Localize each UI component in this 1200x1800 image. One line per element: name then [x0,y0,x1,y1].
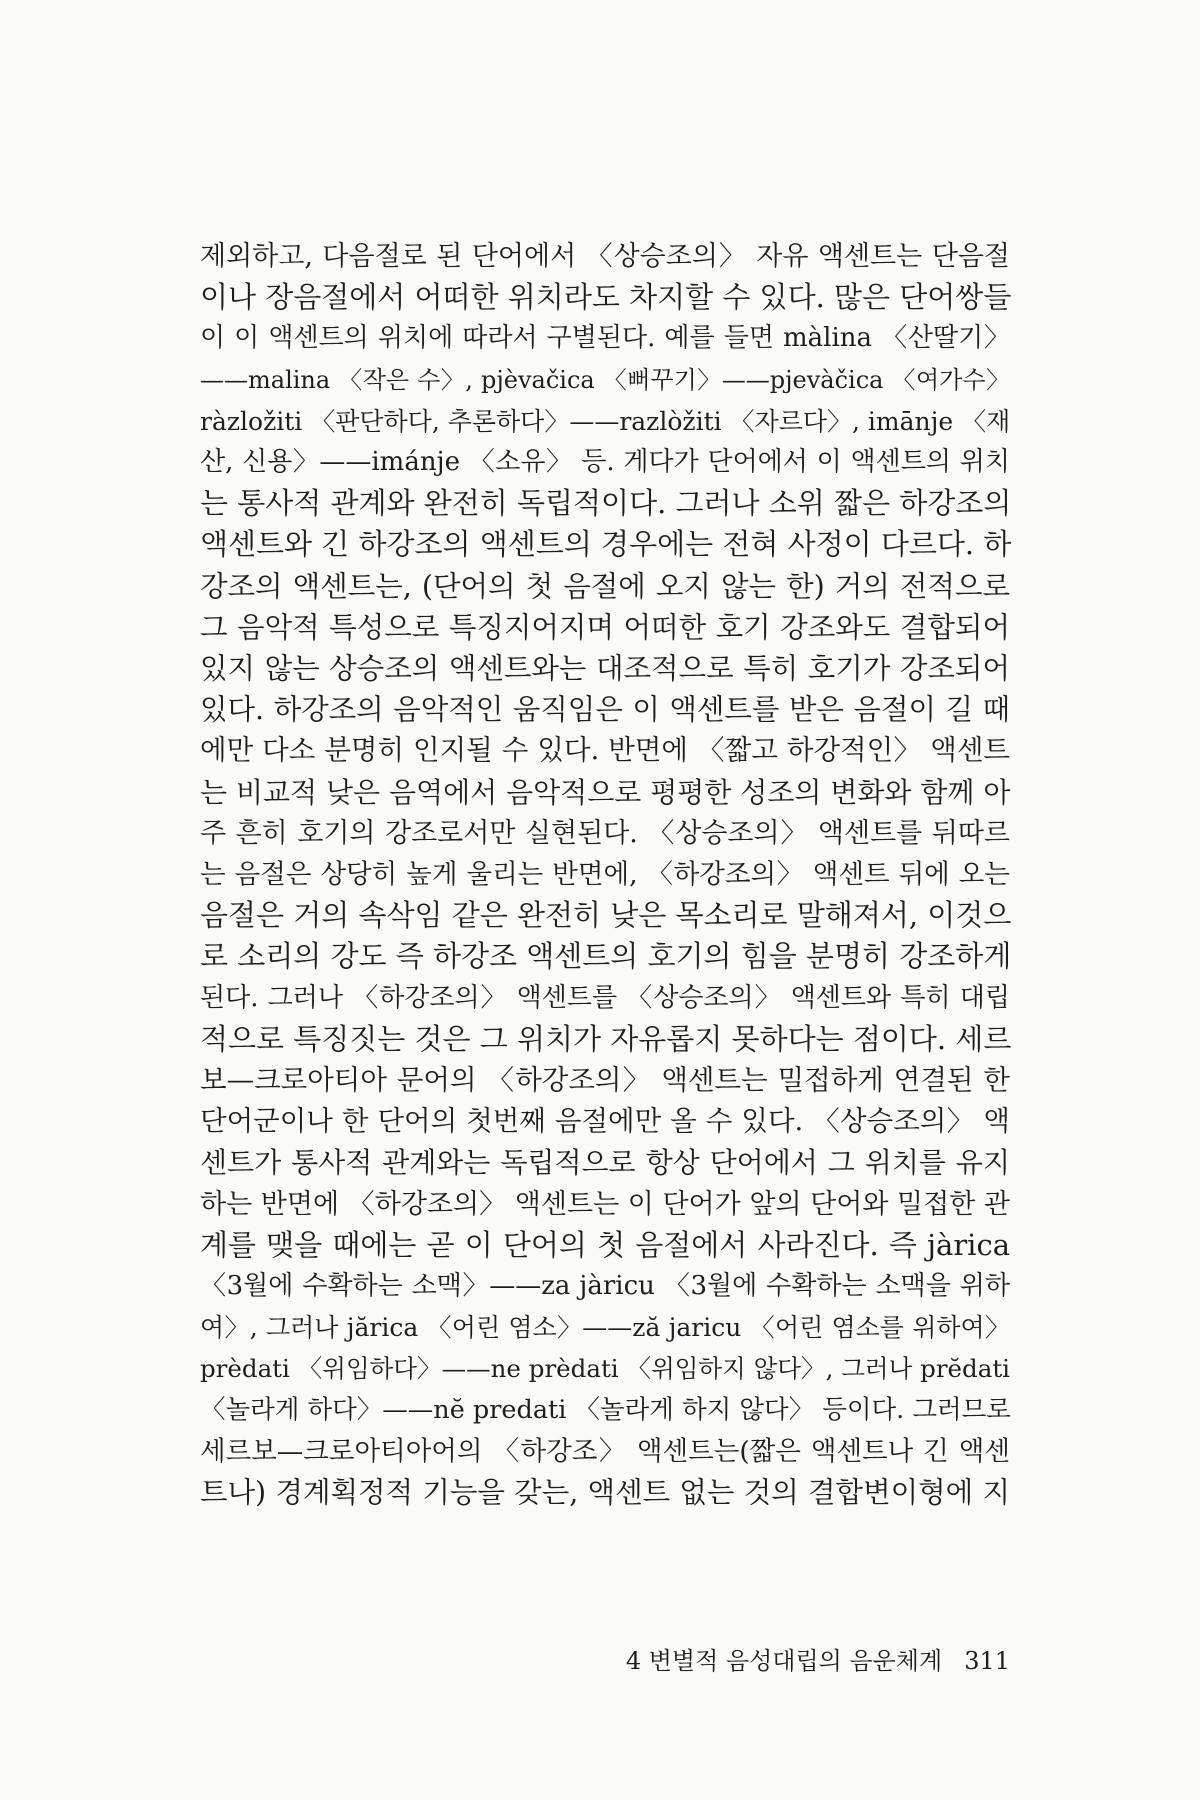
text-line: 〈3월에 수확하는 소맥〉——za jàricu 〈3월에 수확하는 소맥을 위하 [200,1271,1010,1302]
text-line: ——malina 〈작은 수〉, pjèvačica 〈뻐꾸기〉——pjevàčica 〈여가수〉 [200,365,1010,394]
text-line: 이 이 액센트의 위치에 따라서 구별된다. 예를 들면 màlina 〈산딸기〉 [200,323,1010,354]
body-text [200,236,1010,1513]
text-line: 센트가 통사적 관계와는 독립적으로 항상 단어에서 그 위치를 유지 [200,1146,1010,1180]
text-line: 적으로 특징짓는 것은 그 위치가 자유롭지 못하다는 점이다. 세르 [200,1021,1012,1056]
text-line: 보—크로아티아 문어의 〈하강조의〉 액센트는 밀접하게 연결된 한 [200,1064,1010,1097]
text-line: 여〉, 그러나 jărica 〈어린 염소〉——ză jaricu 〈어린 염소를 위하여〉 [200,1313,1010,1343]
text-line: 는 음절은 상당히 높게 울리는 반면에, 〈하강조의〉 액센트 뒤에 오는 [200,859,1010,891]
text-line: 제외하고, 다음절로 된 단어에서 〈상승조의〉 자유 액센트는 단음절 [200,241,1010,272]
text-line: 된다. 그러나 〈하강조의〉 액센트를 〈상승조의〉 액센트와 특히 대립 [200,982,1010,1013]
text-line: prèdati 〈위임하다〉——ne prèdati 〈위임하지 않다〉, 그러나 prĕdati [200,1354,1010,1384]
text-line: 액센트와 긴 하강조의 액센트의 경우에는 전혀 사정이 다르다. 하 [200,527,1012,562]
text-line: 하는 반면에 〈하강조의〉 액센트는 이 단어가 앞의 단어와 밀접한 관 [200,1188,1010,1220]
text-line: 세르보—크로아티아어의 〈하강조〉 액센트는(짧은 액센트나 긴 액센 [200,1435,1010,1467]
text-line: 단어군이나 한 단어의 첫번째 음절에만 올 수 있다. 〈상승조의〉 액 [200,1105,1010,1138]
text-line: 계를 맺을 때에는 곧 이 단어의 첫 음절에서 사라진다. 즉 jàrica [200,1227,1010,1262]
text-line: 〈놀라게 하다〉——nĕ predati 〈놀라게 하지 않다〉 등이다. 그러므로 [200,1394,1011,1425]
text-line: 있다. 하강조의 음악적인 움직임은 이 액센트를 받은 음절이 길 때 [200,693,1010,727]
text-line: 에만 다소 분명히 인지될 수 있다. 반면에 〈짧고 하강적인〉 액센트 [200,734,1010,767]
page-footer [600,1641,1010,1676]
text-line: 트나) 경계획정적 기능을 갖는, 액센트 없는 것의 결합변이형에 지 [200,1476,1010,1510]
text-line: ràzložiti 〈판단하다, 추론하다〉——razlòžiti 〈자르다〉, imānje 〈재 [200,406,1011,436]
text-line: 는 통사적 관계와 완전히 독립적이다. 그러나 소위 짧은 하강조의 [200,486,1012,521]
running-title: 4 변별적 음성대립의 음운체계 [625,1647,943,1675]
text-line: 이나 장음절에서 어떠한 위치라도 차지할 수 있다. 많은 단어쌍들 [200,280,1012,315]
page-number: 311 [964,1647,1010,1675]
text-line: 음절은 거의 속삭임 같은 완전히 낮은 목소리로 말해져서, 이것으 [200,898,1012,933]
text-line: 로 소리의 강도 즉 하강조 액센트의 호기의 힘을 분명히 강조하게 [200,939,1012,974]
text-line: 주 흔히 호기의 강조로서만 실현된다. 〈상승조의〉 액센트를 뒤따르 [200,817,1010,849]
text-line: 강조의 액센트는, (단어의 첫 음절에 오지 않는 한) 거의 전적으로 [200,569,1010,603]
text-line: 산, 신용〉——imánje 〈소유〉 등. 게다가 단어에서 이 액센트의 위치 [200,447,1010,478]
text-line: 있지 않는 상승조의 액센트와는 대조적으로 특히 호기가 강조되어 [200,652,1010,686]
text-line: 는 비교적 낮은 음역에서 음악적으로 평평한 성조의 변화와 함께 아 [200,775,1011,809]
text-line: 그 음악적 특성으로 특징지어지며 어떠한 호기 강조와도 결합되어 [200,610,1010,644]
